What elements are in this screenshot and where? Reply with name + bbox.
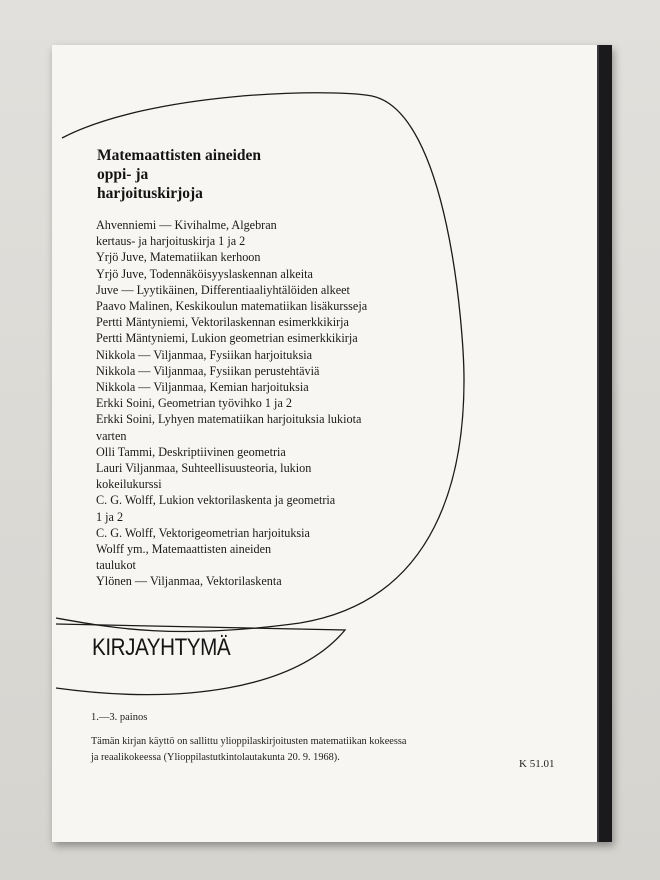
- list-item: Paavo Malinen, Keskikoulun matematiikan lisäkursseja: [96, 299, 368, 314]
- catalog-code: K 51.01: [519, 758, 555, 770]
- edition-note: 1.—3. painos: [91, 712, 148, 723]
- list-item: Erkki Soini, Geometrian työvihko 1 ja 2: [96, 396, 292, 411]
- list-item: Pertti Mäntyniemi, Vektorilaskennan esimerkkikirja: [96, 315, 349, 330]
- publisher-logo: KIRJAYHTYMÄ: [92, 634, 231, 661]
- list-item: Ylönen — Viljanmaa, Vektorilaskenta: [96, 574, 282, 589]
- notice-line: Tämän kirjan käyttö on sallittu ylioppilaskirjoitusten matematiikan kokeessa: [91, 736, 407, 747]
- notice-line: ja reaalikokeessa (Ylioppilastutkintolautakunta 20. 9. 1968).: [91, 752, 340, 763]
- list-item: Ahvenniemi — Kivihalme, Algebran: [96, 218, 277, 232]
- list-item: Lauri Viljanmaa, Suhteellisuusteoria, lukion: [96, 461, 312, 476]
- usage-notice: [91, 734, 531, 766]
- list-item: Olli Tammi, Deskriptiivinen geometria: [96, 444, 286, 459]
- list-item: Erkki Soini, Lyhyen matematiikan harjoituksia lukiota: [96, 412, 362, 427]
- list-item: Juve — Lyytikäinen, Differentiaaliyhtälöiden alkeet: [96, 282, 350, 297]
- heading-line: harjoituskirjoja: [97, 185, 203, 202]
- list-item: Wolff ym., Matemaattisten aineiden: [96, 542, 272, 557]
- list-item: C. G. Wolff, Vektorigeometrian harjoituksia: [96, 525, 310, 540]
- list-item: Yrjö Juve, Matematiikan kerhoon: [96, 250, 261, 265]
- heading-line: Matemaattisten aineiden: [97, 147, 262, 164]
- list-item: Pertti Mäntyniemi, Lukion geometrian esimerkkikirja: [96, 331, 358, 346]
- book-title-list: [96, 217, 426, 590]
- list-item: Yrjö Juve, Todennäköisyyslaskennan alkeita: [96, 266, 313, 281]
- list-item: Nikkola — Viljanmaa, Fysiikan harjoituksia: [96, 347, 313, 362]
- series-heading: [97, 146, 397, 203]
- heading-line: oppi- ja: [97, 166, 149, 183]
- list-item: varten: [96, 428, 127, 443]
- list-item: kokeilukurssi: [96, 477, 162, 492]
- list-item: Nikkola — Viljanmaa, Fysiikan perustehtäviä: [96, 363, 320, 378]
- list-item: Nikkola — Viljanmaa, Kemian harjoituksia: [96, 380, 309, 395]
- list-item: taulukot: [96, 558, 136, 573]
- list-item: 1 ja 2: [96, 509, 124, 524]
- list-item: kertaus- ja harjoituskirja 1 ja 2: [96, 234, 246, 249]
- list-item: C. G. Wolff, Lukion vektorilaskenta ja geometria: [96, 493, 336, 508]
